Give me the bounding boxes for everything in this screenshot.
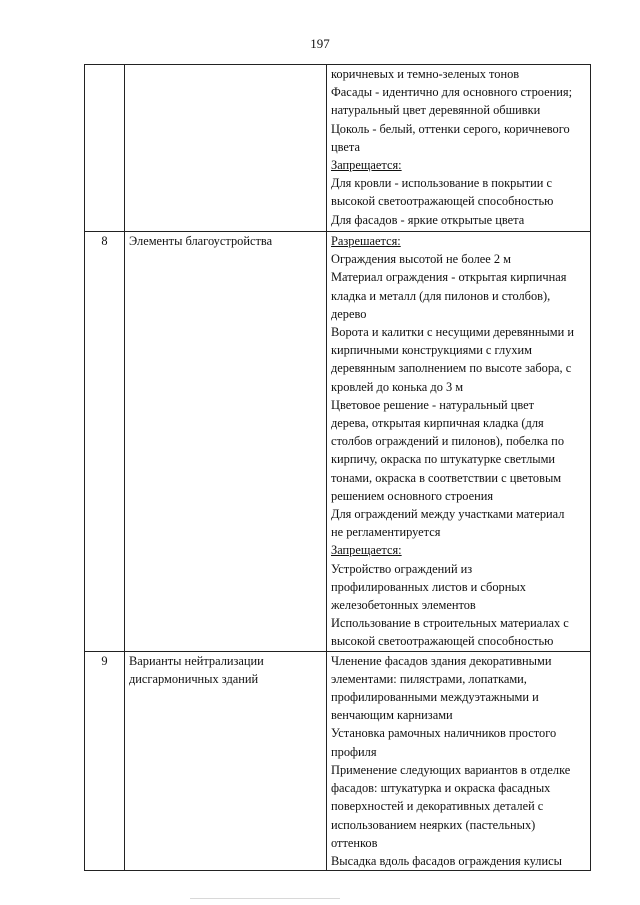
requirement-line: натуральный цвет деревянной обшивки <box>331 103 541 118</box>
requirement-line: оттенков <box>331 835 378 850</box>
requirement-line: кирпичными конструкциями с глухим <box>331 343 533 358</box>
requirement-line: Цоколь - белый, оттенки серого, коричневого <box>331 121 570 136</box>
requirement-line: кровлей до конька до 3 м <box>331 379 464 394</box>
requirement-line: Для кровли - использование в покрытии с <box>331 176 552 191</box>
element-name-cell <box>125 65 327 232</box>
requirement-line: кирпичу, окраска по штукатурке светлыми <box>331 452 556 467</box>
requirement-line: профиля <box>331 744 377 759</box>
requirement-line: Высадка вдоль фасадов ограждения кулисы <box>331 853 562 868</box>
regulations-table <box>84 64 591 871</box>
table-row <box>85 651 591 870</box>
row-number-cell <box>85 651 125 870</box>
requirements-cell <box>327 65 591 232</box>
scan-artifact <box>190 898 340 899</box>
requirement-line: дерево <box>331 306 367 321</box>
section-heading: Запрещается: <box>331 543 402 558</box>
requirement-line: профилированных листов и сборных <box>331 579 526 594</box>
row-number: 9 <box>101 653 108 668</box>
requirement-line: дерева, открытая кирпичная кладка (для <box>331 416 544 431</box>
table-row <box>85 65 591 232</box>
row-number: 8 <box>101 234 108 248</box>
requirement-line: Фасады - идентично для основного строения; <box>331 85 573 100</box>
element-name-cell <box>125 232 327 652</box>
row-number-cell <box>85 65 125 232</box>
requirement-line: элементами: пилястрами, лопатками, <box>331 671 527 686</box>
requirement-line: решением основного строения <box>331 488 494 503</box>
element-name-line: Варианты нейтрализации <box>129 653 264 668</box>
requirement-line: Ворота и калитки с несущими деревянными и <box>331 325 574 340</box>
row-number-cell <box>85 232 125 652</box>
element-name-line: Элементы благоустройства <box>129 234 273 248</box>
requirements-cell <box>327 651 591 870</box>
requirement-line: коричневых и темно-зеленых тонов <box>331 67 520 81</box>
section-heading: Запрещается: <box>331 158 402 173</box>
requirement-line: кладка и металл (для пилонов и столбов), <box>331 288 551 303</box>
requirement-line: высокой светоотражающей способностью <box>331 194 554 209</box>
requirement-line: деревянным заполнением по высоте забора, с <box>331 361 572 376</box>
requirement-line: профилированными междуэтажными и <box>331 690 539 705</box>
requirement-line: Применение следующих вариантов в отделке <box>331 762 571 777</box>
requirement-line: высокой светоотражающей способностью <box>331 634 554 649</box>
requirement-line: Членение фасадов здания декоративными <box>331 653 552 668</box>
requirement-line: Для фасадов - яркие открытые цвета <box>331 212 525 227</box>
element-name-cell <box>125 651 327 870</box>
requirement-line: цвета <box>331 139 360 154</box>
requirement-line: использованием неярких (пастельных) <box>331 817 536 832</box>
requirement-line: железобетонных элементов <box>331 598 476 613</box>
requirement-line: Устройство ограждений из <box>331 561 473 576</box>
requirement-line: венчающим карнизами <box>331 708 453 723</box>
requirement-line: Установка рамочных наличников простого <box>331 726 557 741</box>
requirement-line: поверхностей и декоративных деталей с <box>331 799 544 814</box>
table-row <box>85 232 591 652</box>
page-number: 197 <box>310 36 330 51</box>
requirement-line: Цветовое решение - натуральный цвет <box>331 397 535 412</box>
requirements-cell <box>327 232 591 652</box>
requirement-line: Использование в строительных материалах с <box>331 616 569 631</box>
requirement-line: фасадов: штукатурка и окраска фасадных <box>331 781 551 796</box>
requirement-line: Для ограждений между участками материал <box>331 507 565 522</box>
requirement-line: не регламентируется <box>331 525 441 540</box>
section-heading: Разрешается: <box>331 234 401 248</box>
requirement-line: Ограждения высотой не более 2 м <box>331 252 512 267</box>
element-name-line: дисгармоничных зданий <box>129 671 259 686</box>
requirement-line: тонами, окраска в соответствии с цветовым <box>331 470 562 485</box>
requirement-line: столбов ограждений и пилонов), побелка по <box>331 434 565 449</box>
requirement-line: Материал ограждения - открытая кирпичная <box>331 270 567 285</box>
